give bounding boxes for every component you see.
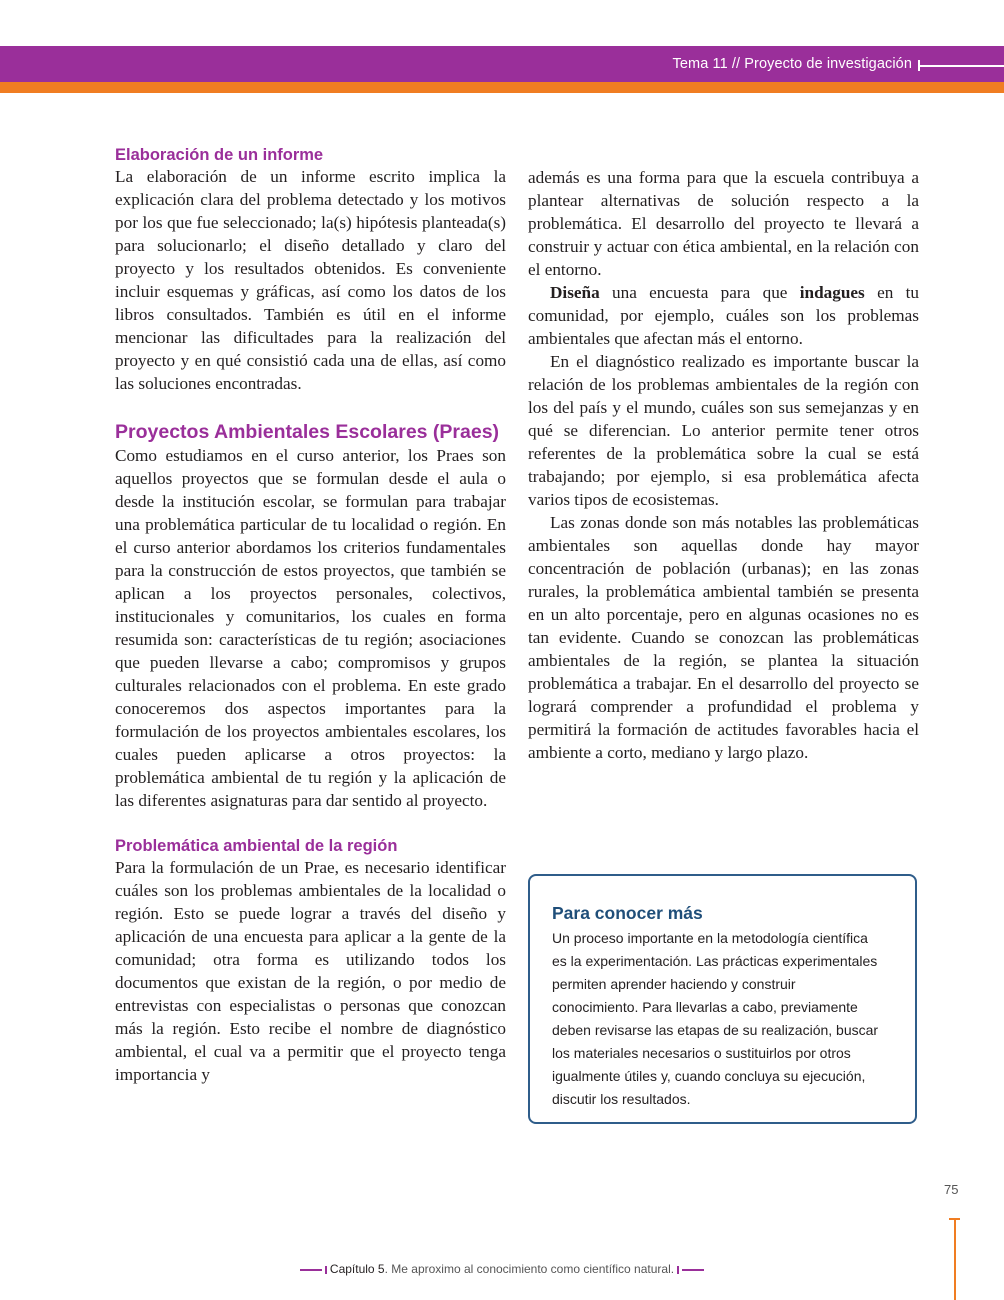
bold-indagues: indagues <box>799 283 865 302</box>
info-line: conocimiento. Para llevarlas a cabo, previamente <box>552 999 858 1015</box>
header-rule-tick <box>918 60 920 71</box>
info-line: los materiales necesarios o sustituirlos por otros <box>552 1045 851 1061</box>
page-number: 75 <box>944 1182 959 1197</box>
info-line: Un proceso importante en la metodología científica <box>552 930 868 946</box>
text-disena-end: en tu comunidad, por ejemplo, cuáles son los problemas ambientales que afectan más el entorno. <box>528 283 920 348</box>
info-line: igualmente útiles y, cuando concluya su ejecución, <box>552 1068 866 1084</box>
footer-rule-left <box>300 1269 322 1271</box>
left-column <box>115 145 506 1086</box>
info-line: discutir los resultados. <box>552 1091 691 1107</box>
info-line: permiten aprender haciendo y construir <box>552 976 796 992</box>
footer-chapter-label: Capítulo 5 <box>329 1262 385 1276</box>
text-disena-mid: una encuesta para que <box>599 283 800 302</box>
footer-chapter-text: . Me aproximo al conocimiento como científico natural. <box>384 1262 675 1276</box>
side-line <box>954 1218 956 1300</box>
paragraph-disena <box>528 281 919 350</box>
header-title: Tema 11 // Proyecto de investigación <box>672 56 912 72</box>
info-line: es la experimentación. Las prácticas experimentales <box>552 953 878 969</box>
header-rule <box>918 65 1004 67</box>
heading-praes: Proyectos Ambientales Escolares (Praes) <box>115 421 500 443</box>
footer-rule-right <box>682 1269 704 1271</box>
info-line: deben revisarse las etapas de su realización, buscar <box>552 1022 879 1038</box>
paragraph-diagnostico: En el diagnóstico realizado es importante buscar la relación de los problemas ambientales de la región con los del país y el mundo, cuáles son sus semejanzas y en qué se diferencian. Lo anterior permite tener otros referentes de la problemática sobre la cual se está trabajando; por ejemplo, si esa problemática afecta varios tipos de ecosistemas. <box>528 352 919 509</box>
paragraph-elaboracion-informe: La elaboración de un informe escrito implica la explicación clara del problema detectado y los motivos por los que fue seleccionado; la(s) hipótesis planteada(s) para solucionarlo; el diseño detallado y claro del proyecto y los resultados obtenidos. Es conveniente incluir esquemas y gráficas, así como los datos de los libros consultados. También es útil en el informe mencionar las dificultades para la realización del proyecto y en qué consistió cada una de ellas, así como las soluciones encontradas. <box>115 167 506 393</box>
paragraph-zonas: Las zonas donde son más notables las problemáticas ambientales son aquellas donde hay mayor concentración de población (urbanas); en las zonas rurales, la problemática ambiental también se presenta en un alto porcentaje, pero en algunas ocasiones no es tan evidente. Cuando se conozcan las problemáticas ambientales de la región, se plantea la situación problemática a trabajar. En el desarrollo del proyecto se logrará comprender a profundidad el problema y permitirá la formación de actitudes favorables hacia el ambiente a corto, mediano y largo plazo. <box>528 513 919 762</box>
heading-elaboracion-informe: Elaboración de un informe <box>115 146 324 164</box>
footer-tick-right <box>677 1266 679 1274</box>
info-box-text <box>552 927 893 1111</box>
paragraph-problematica-ambiental: Para la formulación de un Prae, es necesario identificar cuáles son los problemas ambientales de la localidad o región. Esto se puede lograr a través del diseño y aplicación de una encuesta para aplicar a la gente de la comunidad; otra forma es utilizando todos los documentos que existan de la región, o por medio de entrevistas con especialistas o personas que conozcan más la región. Esto recibe el nombre de diagnóstico ambiental, el cual va a permitir que el proyecto tenga importancia y <box>115 858 506 1084</box>
paragraph-praes: Como estudiamos en el curso anterior, los Praes son aquellos proyectos que se formulan desde el aula o desde la institución escolar, se formulan para trabajar una problemática particular de tu localidad o región. En el curso anterior abordamos los criterios fundamentales para la construcción de estos proyectos, que también se aplican a los proyectos personales, colectivos, institucionales y comunitarios, los cuales en forma resumida son: características de tu región; asociaciones que pueden llevarse a cabo; compromisos y grupos culturales relacionados con el problema. En este grado conoceremos dos aspectos importantes para la formulación de los proyectos ambientales escolares, los cuales pueden aplicarse a otros proyectos: la problemática ambiental de tu región y la aplicación de las diferentes asignaturas para dar sentido al proyecto. <box>115 446 506 810</box>
footer-tick-left <box>325 1266 327 1274</box>
right-column <box>528 166 919 764</box>
paragraph-continuation: además es una forma para que la escuela contribuya a plantear alternativas de solución respecto a la problemática. El desarrollo del proyecto te llevará a construir y actuar con ética ambiental, en la relación con el entorno. <box>528 168 919 279</box>
heading-problematica-ambiental: Problemática ambiental de la región <box>115 837 398 855</box>
header-orange-stripe <box>0 82 1004 93</box>
info-box-title: Para conocer más <box>552 903 703 923</box>
bold-disena: Diseña <box>550 283 600 302</box>
info-box-para-conocer-mas <box>528 874 917 1124</box>
footer <box>0 1262 1004 1276</box>
